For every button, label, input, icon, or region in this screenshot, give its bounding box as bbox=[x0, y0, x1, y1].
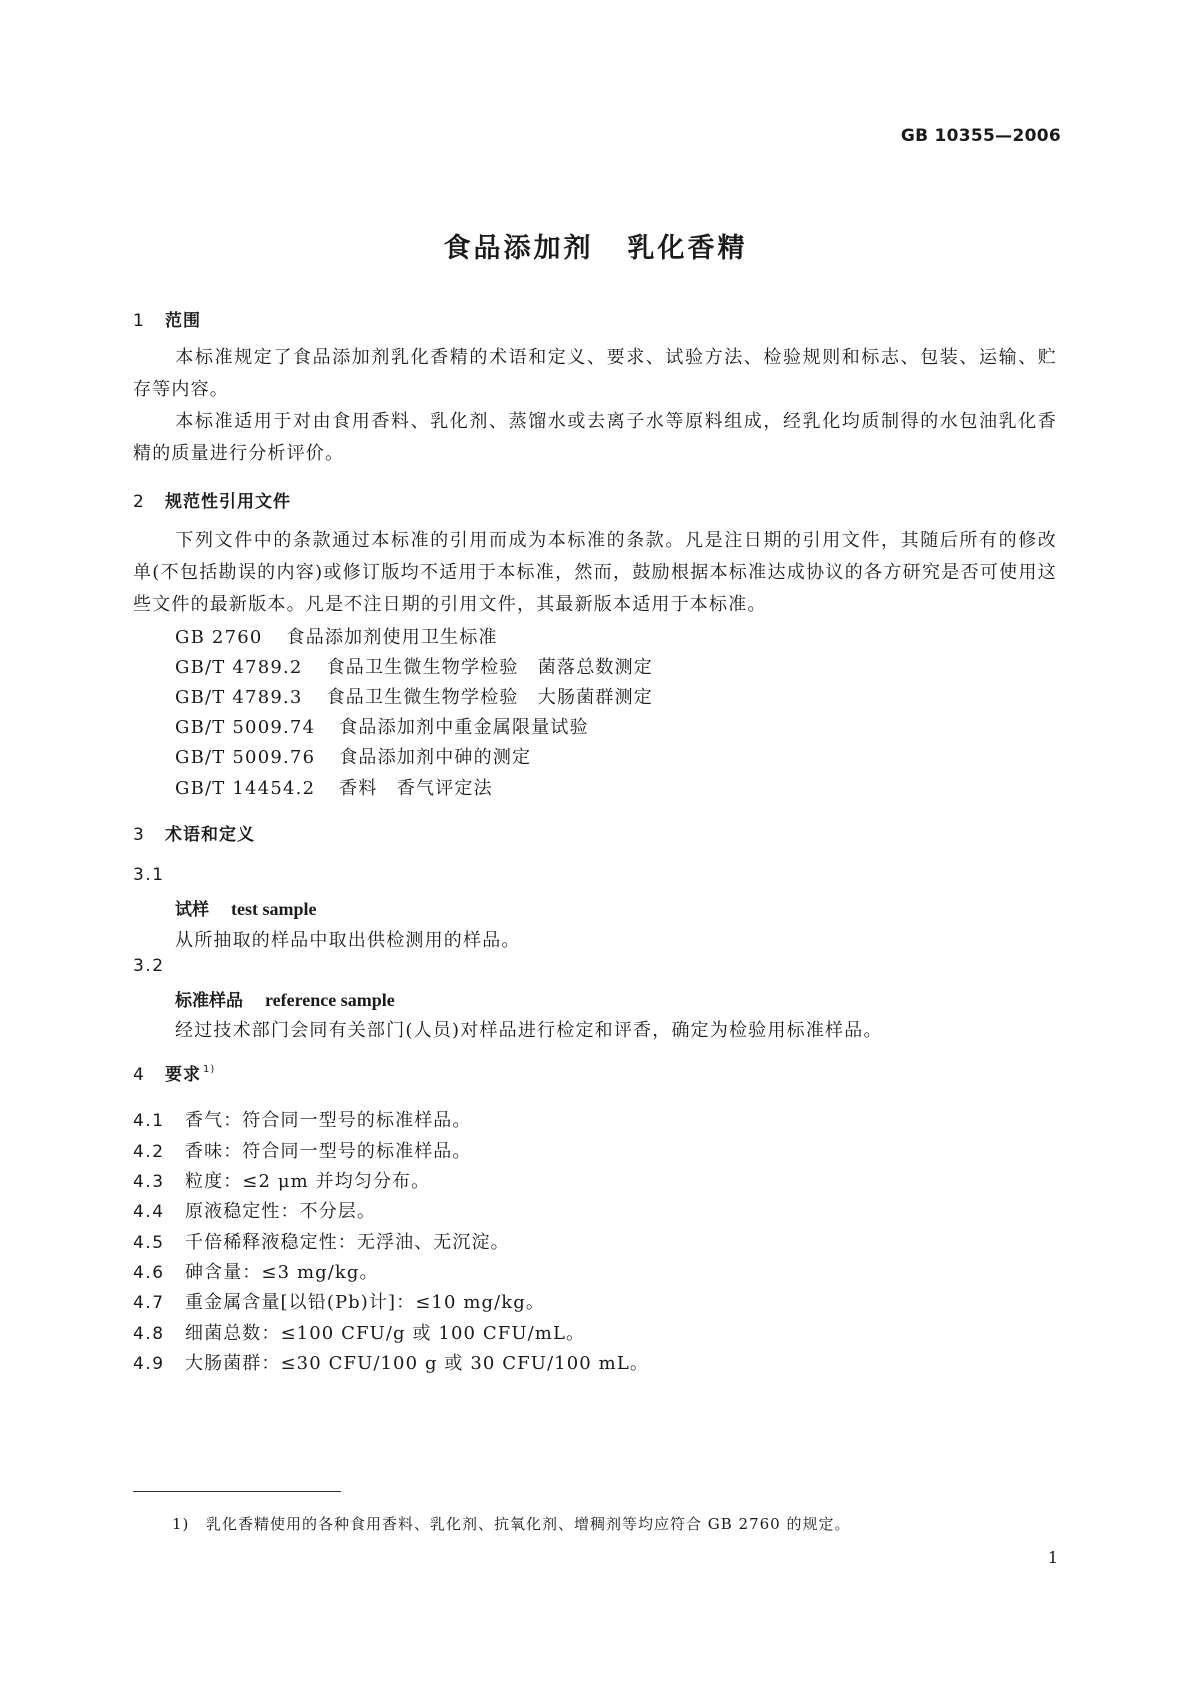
term-definition: 从所抽取的样品中取出供检测用的样品。 bbox=[175, 930, 521, 951]
title-part2: 乳化香精 bbox=[627, 233, 748, 264]
reference-code: GB/T 4789.2 bbox=[175, 657, 303, 678]
reference-item bbox=[175, 774, 493, 800]
section-heading-scope bbox=[133, 306, 201, 331]
requirement-number: 4.1 bbox=[133, 1111, 165, 1131]
requirement-text: 细菌总数：≤100 CFU/g 或 100 CFU/mL。 bbox=[185, 1323, 586, 1344]
section-title: 要求 bbox=[165, 1065, 201, 1085]
requirement-item bbox=[133, 1349, 649, 1375]
paragraph-text: 本标准适用于对由食用香料、乳化剂、蒸馏水或去离子水等原料组成，经乳化均质制得的水包油乳化香精的质量进行分析评价。 bbox=[133, 411, 1057, 464]
section-title: 规范性引用文件 bbox=[165, 492, 291, 512]
reference-title: 食品卫生微生物学检验 大肠菌群测定 bbox=[326, 687, 653, 708]
requirement-text: 香味：符合同一型号的标准样品。 bbox=[185, 1141, 472, 1162]
requirement-item bbox=[133, 1137, 472, 1163]
requirement-text: 粒度：≤2 μm 并均匀分布。 bbox=[185, 1171, 431, 1192]
requirement-item bbox=[133, 1197, 376, 1223]
section-heading-normative-references bbox=[133, 487, 291, 512]
reference-code: GB/T 14454.2 bbox=[175, 778, 316, 799]
references-paragraph bbox=[133, 525, 1057, 621]
requirement-item bbox=[133, 1319, 585, 1345]
term-number: 3.2 bbox=[133, 956, 165, 976]
requirement-number: 4.5 bbox=[133, 1233, 165, 1253]
reference-item bbox=[175, 713, 589, 739]
reference-title: 食品添加剂中砷的测定 bbox=[339, 747, 532, 768]
requirement-item bbox=[133, 1106, 472, 1132]
requirement-number: 4.3 bbox=[133, 1172, 165, 1192]
section-number: 4 bbox=[133, 1065, 145, 1085]
requirement-number: 4.2 bbox=[133, 1142, 165, 1162]
standard-number: GB 10355—2006 bbox=[900, 126, 1061, 146]
term-chinese: 试样 bbox=[175, 900, 209, 920]
reference-code: GB/T 5009.76 bbox=[175, 747, 316, 768]
reference-code: GB/T 5009.74 bbox=[175, 717, 316, 738]
requirement-text: 大肠菌群：≤30 CFU/100 g 或 30 CFU/100 mL。 bbox=[185, 1353, 649, 1374]
section-number: 2 bbox=[133, 492, 145, 512]
section-title: 术语和定义 bbox=[165, 825, 255, 845]
reference-code: GB/T 4789.3 bbox=[175, 687, 303, 708]
section-title: 范围 bbox=[165, 311, 201, 331]
term-chinese: 标准样品 bbox=[175, 991, 243, 1011]
section-number: 1 bbox=[133, 311, 145, 331]
reference-item bbox=[175, 683, 653, 709]
reference-title: 食品添加剂使用卫生标准 bbox=[286, 627, 498, 648]
document-title bbox=[0, 226, 1191, 265]
reference-code: GB 2760 bbox=[175, 627, 263, 648]
requirement-text: 重金属含量[以铅(Pb)计]：≤10 mg/kg。 bbox=[185, 1292, 546, 1313]
reference-title: 食品卫生微生物学检验 菌落总数测定 bbox=[326, 657, 653, 678]
requirement-text: 砷含量：≤3 mg/kg。 bbox=[185, 1262, 379, 1283]
footnote-reference: 1) bbox=[203, 1064, 216, 1075]
requirement-item bbox=[133, 1258, 379, 1284]
term-number: 3.1 bbox=[133, 865, 165, 885]
term-definition: 经过技术部门会同有关部门(人员)对样品进行检定和评香，确定为检验用标准样品。 bbox=[175, 1020, 883, 1041]
paragraph-text: 下列文件中的条款通过本标准的引用而成为本标准的条款。凡是注日期的引用文件，其随后所有的修改单(不包括勘误的内容)或修订版均不适用于本标准，然而，鼓励根据本标准达成协议的各方研究是否可使用这些文件的最新版本。凡是不注日期的引用文件，其最新版本适用于本标准。 bbox=[133, 530, 1057, 615]
term-heading bbox=[175, 895, 316, 920]
term-english: test sample bbox=[231, 899, 317, 919]
footnote-mark: 1) bbox=[172, 1515, 190, 1533]
section-heading-requirements bbox=[133, 1060, 215, 1085]
requirement-number: 4.4 bbox=[133, 1202, 165, 1222]
reference-item bbox=[175, 743, 531, 769]
reference-item bbox=[175, 653, 653, 679]
section-heading-terms bbox=[133, 820, 255, 845]
section-number: 3 bbox=[133, 825, 145, 845]
term-english: reference sample bbox=[265, 990, 395, 1010]
requirement-number: 4.6 bbox=[133, 1263, 165, 1283]
reference-title: 香料 香气评定法 bbox=[339, 778, 493, 799]
requirement-item bbox=[133, 1228, 510, 1254]
footnote-divider bbox=[133, 1491, 341, 1492]
term-heading bbox=[175, 986, 395, 1011]
requirement-text: 原液稳定性：不分层。 bbox=[185, 1201, 376, 1222]
requirement-text: 香气：符合同一型号的标准样品。 bbox=[185, 1110, 472, 1131]
title-part1: 食品添加剂 bbox=[443, 233, 594, 264]
requirement-text: 千倍稀释液稳定性：无浮油、无沉淀。 bbox=[185, 1232, 510, 1253]
requirement-number: 4.9 bbox=[133, 1354, 165, 1374]
reference-item bbox=[175, 623, 498, 649]
footnote-text: 乳化香精使用的各种食用香料、乳化剂、抗氧化剂、增稠剂等均应符合 GB 2760 的规定。 bbox=[206, 1515, 851, 1533]
scope-paragraph-2 bbox=[133, 406, 1057, 470]
requirement-item bbox=[133, 1288, 545, 1314]
scope-paragraph-1 bbox=[133, 342, 1057, 406]
requirement-number: 4.8 bbox=[133, 1324, 165, 1344]
paragraph-text: 本标准规定了食品添加剂乳化香精的术语和定义、要求、试验方法、检验规则和标志、包装、运输、贮存等内容。 bbox=[133, 347, 1057, 400]
page-number: 1 bbox=[1047, 1548, 1058, 1567]
requirement-number: 4.7 bbox=[133, 1293, 165, 1313]
reference-title: 食品添加剂中重金属限量试验 bbox=[339, 717, 589, 738]
footnote bbox=[172, 1513, 851, 1534]
requirement-item bbox=[133, 1167, 430, 1193]
